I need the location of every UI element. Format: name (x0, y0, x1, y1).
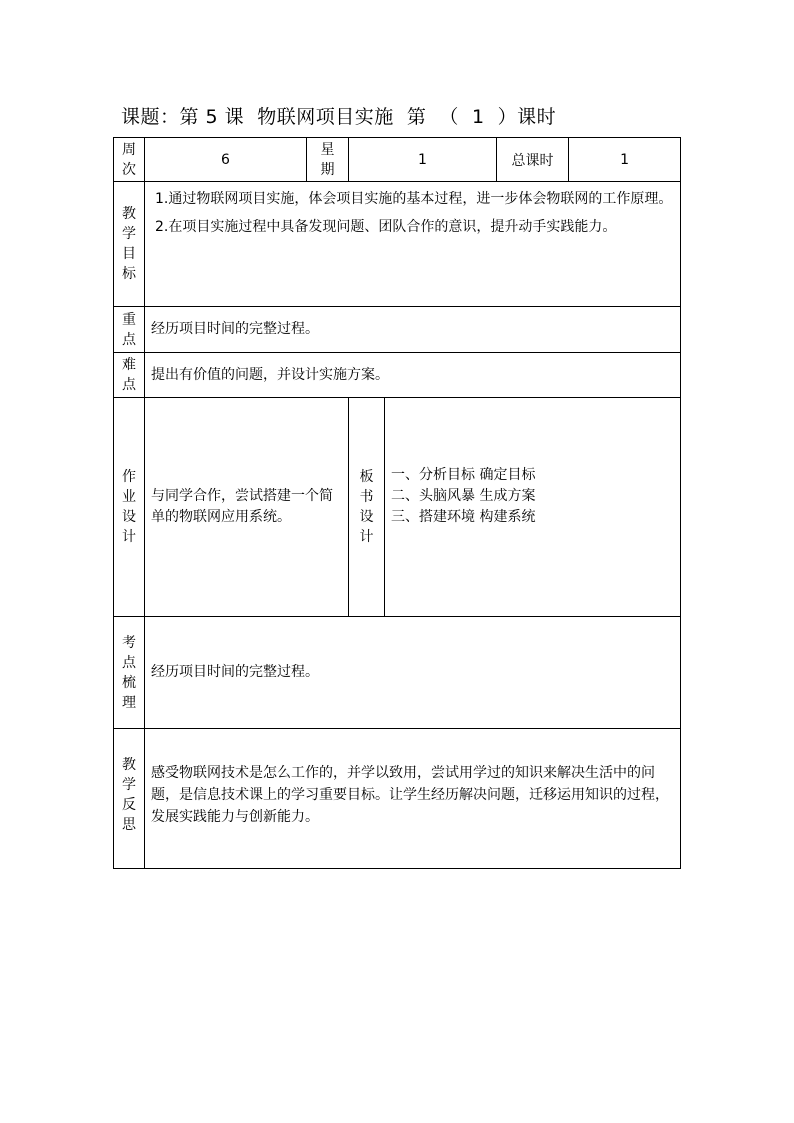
reflection-label-char: 思 (122, 816, 136, 833)
homework-label-char: 计 (122, 529, 136, 545)
total-hours-label: 总课时 (497, 138, 569, 181)
board-label-char: 板 (359, 469, 374, 485)
objectives-content (145, 182, 681, 307)
day-label-char: 期 (320, 161, 335, 178)
exam-points-text: 经历项目时间的完整过程。 (145, 617, 681, 729)
reflection-label-char: 反 (122, 796, 136, 813)
header-row (114, 138, 681, 182)
week-label-cell (114, 138, 145, 182)
reflection-text: 感受物联网技术是怎么工作的，并学以致用，尝试用学过的知识来解决生活中的问题，是信息技术课上的学习重要目标。让学生经历解决问题，迁移运用知识的过程，发展实践能力与创新能力。 (145, 729, 681, 869)
objectives-label-cell (114, 182, 145, 307)
board-line: 二、头脑风暴 生成方案 (391, 487, 536, 504)
exam-points-label-cell (114, 617, 145, 729)
board-label-char: 书 (359, 489, 374, 505)
exam-points-label-char: 点 (122, 654, 136, 671)
board-wrapper (349, 398, 681, 617)
homework-label-char: 作 (122, 469, 136, 485)
objective-item: 1.通过物联网项目实施，体会项目实施的基本过程，进一步体会物联网的工作原理。 (155, 191, 673, 207)
objectives-label-char: 目 (122, 246, 136, 262)
difficulties-label-cell (114, 353, 145, 398)
objectives-label-char: 学 (122, 226, 136, 242)
week-label-char: 周 (122, 141, 136, 158)
lesson-title: 课题：第 5 课 物联网项目实施 第 （ 1 ）课时 (121, 106, 557, 128)
difficulties-label-char: 难 (122, 357, 136, 373)
key-points-text: 经历项目时间的完整过程。 (145, 307, 681, 353)
homework-label-char: 业 (122, 489, 136, 505)
exam-points-label-char: 理 (122, 694, 136, 711)
total-hours-cell (497, 138, 681, 182)
reflection-label-char: 教 (122, 756, 136, 773)
reflection-label-cell (114, 729, 145, 869)
day-value: 1 (349, 138, 497, 182)
homework-label-cell (114, 398, 145, 617)
difficulties-row (114, 353, 681, 398)
lesson-plan-table (113, 137, 681, 869)
key-points-row (114, 307, 681, 353)
board-label-cell (349, 398, 385, 616)
board-label-char: 计 (359, 529, 374, 545)
objective-item: 2.在项目实施过程中具备发现问题、团队合作的意识，提升动手实践能力。 (155, 219, 617, 235)
board-line: 一、分析目标 确定目标 (391, 466, 536, 483)
board-line: 三、搭建环境 构建系统 (391, 508, 536, 525)
homework-label-char: 设 (122, 509, 136, 525)
week-value: 6 (145, 138, 307, 182)
exam-points-label-char: 考 (122, 634, 136, 651)
exam-points-row (114, 617, 681, 729)
difficulties-text: 提出有价值的问题，并设计实施方案。 (145, 353, 681, 398)
homework-text: 与同学合作，尝试搭建一个简单的物联网应用系统。 (145, 398, 349, 617)
reflection-label-char: 学 (122, 776, 136, 793)
key-points-label-cell (114, 307, 145, 353)
homework-board-row (114, 398, 681, 617)
total-hours-value: 1 (620, 151, 629, 168)
week-label-char: 次 (122, 161, 136, 178)
objectives-label-char: 教 (122, 206, 136, 222)
board-content (385, 398, 680, 616)
reflection-row (114, 729, 681, 869)
key-points-label-char: 点 (122, 331, 136, 348)
objectives-label-char: 标 (122, 266, 136, 282)
key-points-label-char: 重 (122, 311, 136, 328)
objectives-row (114, 182, 681, 307)
exam-points-label-char: 梳 (122, 674, 136, 691)
difficulties-label-char: 点 (122, 377, 136, 393)
board-label-char: 设 (359, 509, 374, 525)
day-label-char: 星 (320, 141, 335, 158)
day-label-cell (307, 138, 349, 182)
